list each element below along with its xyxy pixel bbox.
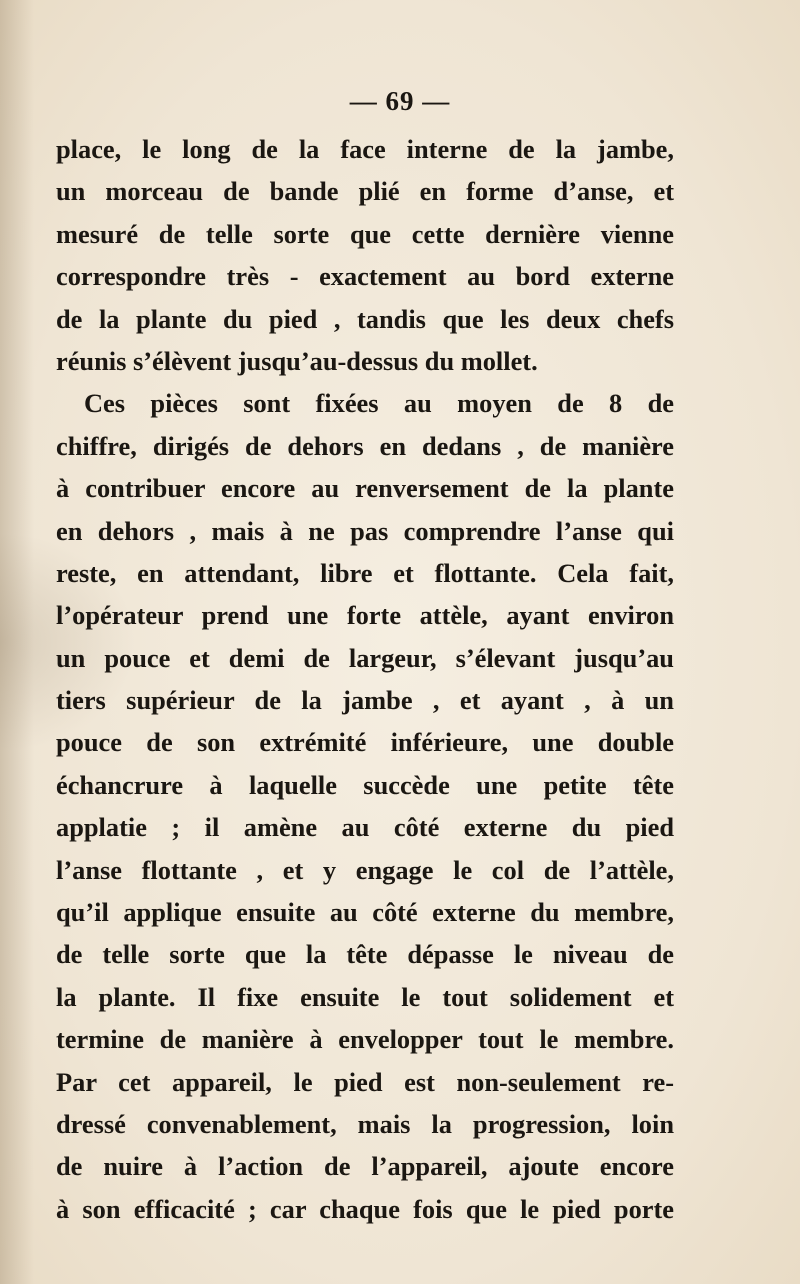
text-line: correspondre très - exactement au bord externe: [56, 261, 674, 292]
text-line: qu’il applique ensuite au côté externe du membre,: [56, 897, 674, 928]
text-line: de telle sorte que la tête dépasse le niveau de: [56, 939, 674, 970]
body-text: [56, 128, 674, 1230]
text-line: l’anse flottante , et y engage le col de l’attèle,: [56, 854, 674, 885]
text-line: Par cet appareil, le pied est non-seulement re-: [56, 1066, 674, 1097]
text-line: de nuire à l’action de l’appareil, ajoute encore: [56, 1151, 674, 1182]
text-line: mesuré de telle sorte que cette dernière vienne: [56, 218, 674, 249]
page-gutter-shadow: [0, 0, 34, 1284]
text-line: pouce de son extrémité inférieure, une double: [56, 727, 674, 758]
text-line: échancrure à laquelle succède une petite tête: [56, 769, 674, 800]
text-line: termine de manière à envelopper tout le membre.: [56, 1024, 674, 1055]
text-line: de la plante du pied , tandis que les deux chefs: [56, 303, 674, 334]
text-line: réunis s’élèvent jusqu’au-dessus du mollet.: [56, 345, 538, 376]
text-line: tiers supérieur de la jambe , et ayant , à un: [56, 685, 674, 716]
text-line: l’opérateur prend une forte attèle, ayant environ: [56, 600, 674, 631]
text-line: place, le long de la face interne de la jambe,: [56, 134, 674, 164]
text-line: à contribuer encore au renversement de la plante: [56, 473, 674, 504]
text-line: un pouce et demi de largeur, s’élevant jusqu’au: [56, 642, 674, 673]
text-line: la plante. Il fixe ensuite le tout solidement et: [56, 981, 674, 1012]
text-line: reste, en attendant, libre et flottante. Cela fait,: [56, 557, 674, 588]
text-line: en dehors , mais à ne pas comprendre l’anse qui: [56, 515, 674, 546]
page-number: — 69 —: [349, 86, 451, 116]
text-line: applatie ; il amène au côté externe du pied: [56, 812, 674, 843]
text-line: chiffre, dirigés de dehors en dedans , de manière: [56, 430, 674, 461]
text-line: à son efficacité ; car chaque fois que le pied porte: [56, 1193, 674, 1224]
text-line: un morceau de bande plié en forme d’anse, et: [56, 176, 674, 207]
text-line: Ces pièces sont fixées au moyen de 8 de: [84, 388, 674, 419]
text-line: dressé convenablement, mais la progression, loin: [56, 1108, 674, 1139]
